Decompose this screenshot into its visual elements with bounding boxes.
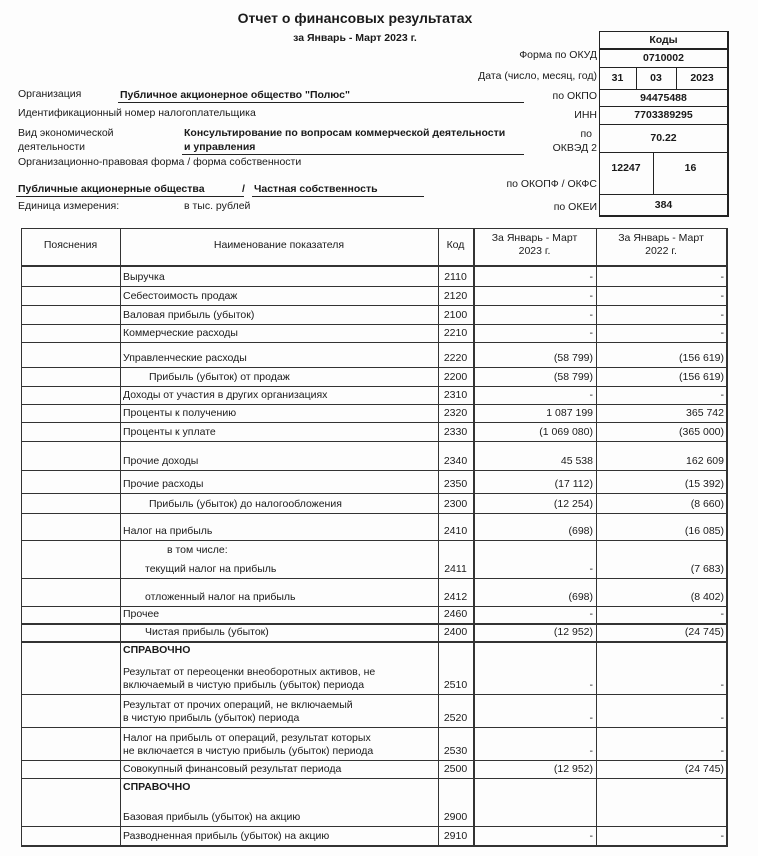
row-value-2022: - <box>720 327 724 339</box>
header-code: Код <box>446 239 465 251</box>
row-name: Валовая прибыль (убыток) <box>123 309 255 321</box>
row-value-2023: - <box>589 389 593 401</box>
row-code: 2350 <box>443 478 468 490</box>
section-title: СПРАВОЧНО <box>123 644 191 656</box>
legal-form-separator: / <box>242 183 245 195</box>
row-code: 2530 <box>443 745 468 757</box>
row-name: Прибыль (убыток) от продаж <box>149 371 290 383</box>
row-divider <box>21 606 728 607</box>
row-name: отложенный налог на прибыль <box>145 591 296 603</box>
legal-form-value: Публичные акционерные общества <box>18 183 205 195</box>
row-value-2023: - <box>589 327 593 339</box>
row-name-line1: Результат от прочих операций, не включаемый <box>123 699 353 711</box>
ownership-form-value: Частная собственность <box>254 183 378 195</box>
row-value-2023: - <box>589 830 593 842</box>
row-name: Совокупный финансовый результат периода <box>123 763 342 775</box>
row-name-line1: Налог на прибыль от операций, результат которых <box>123 732 371 744</box>
activity-label-line1: Вид экономической <box>18 127 114 139</box>
activity-value-line2: и управления <box>184 141 256 153</box>
row-code: 2310 <box>443 389 468 401</box>
row-value-2023: - <box>589 290 593 302</box>
row-value-2023: - <box>589 309 593 321</box>
row-divider <box>21 422 728 423</box>
row-code: 2500 <box>443 763 468 775</box>
row-value-2023: 1 087 199 <box>546 407 593 419</box>
organization-value: Публичное акционерное общество "Полюс" <box>120 89 350 101</box>
organization-underline <box>118 102 524 103</box>
legal-form-label: Организационно-правовая форма / форма собственности <box>18 156 302 168</box>
row-code: 2300 <box>443 498 468 510</box>
row-value-2023: 45 538 <box>560 455 593 467</box>
table-top-border <box>21 228 728 229</box>
row-divider <box>21 623 728 625</box>
row-divider <box>21 727 728 728</box>
row-value-2023: (698) <box>568 591 593 603</box>
row-value-2022: 162 609 <box>686 455 724 467</box>
row-divider <box>21 493 728 494</box>
row-value-2022: (7 683) <box>690 563 724 575</box>
row-name: Чистая прибыль (убыток) <box>145 626 269 638</box>
row-value-2023: (12 952) <box>553 763 593 775</box>
okud-code: 0710002 <box>643 51 684 64</box>
column-divider <box>726 228 728 846</box>
financial-results-table <box>21 228 728 846</box>
ownership-underline <box>252 196 424 197</box>
row-divider <box>21 826 728 827</box>
row-name: Себестоимость продаж <box>123 290 238 302</box>
row-name-line1: Результат от переоценки внеоборотных активов, не <box>123 666 376 678</box>
row-code: 2410 <box>443 525 468 537</box>
row-code: 2412 <box>443 591 468 603</box>
unit-label: Единица измерения: <box>18 200 120 212</box>
row-divider <box>21 367 728 368</box>
row-divider <box>21 470 728 471</box>
row-divider <box>21 641 728 643</box>
row-code: 2910 <box>443 830 468 842</box>
row-divider <box>21 694 728 695</box>
row-value-2022: - <box>720 271 724 283</box>
row-divider <box>21 578 728 579</box>
row-name: Доходы от участия в других организациях <box>123 389 328 401</box>
report-title: Отчет о финансовых результатах <box>237 10 473 26</box>
row-value-2023: (58 799) <box>553 371 593 383</box>
row-name-line2: в чистую прибыль (убыток) периода <box>123 712 300 724</box>
row-divider <box>21 513 728 514</box>
header-col1-line1: За Январь - Март <box>491 232 578 244</box>
activity-underline <box>182 154 524 155</box>
row-name: Прочие расходы <box>123 478 204 490</box>
row-value-2022: - <box>720 608 724 620</box>
row-value-2022: 365 742 <box>686 407 724 419</box>
row-code: 2120 <box>443 290 468 302</box>
row-divider <box>21 386 728 387</box>
row-value-2023: - <box>589 712 593 724</box>
row-name: Управленческие расходы <box>123 352 247 364</box>
row-code: 2340 <box>443 455 468 467</box>
okei-label: по ОКЕИ <box>553 201 597 213</box>
row-name: Коммерческие расходы <box>123 327 238 339</box>
row-value-2022: - <box>720 679 724 691</box>
okved-label-line2: ОКВЭД 2 <box>552 142 597 154</box>
row-code: 2460 <box>443 608 468 620</box>
row-divider <box>21 441 728 442</box>
okpo-label: по ОКПО <box>552 90 597 102</box>
row-divider <box>21 778 728 779</box>
column-divider <box>21 228 22 846</box>
row-value-2023: - <box>589 608 593 620</box>
row-value-2023: (698) <box>568 525 593 537</box>
okud-label: Форма по ОКУД <box>519 49 597 61</box>
row-value-2022: - <box>720 290 724 302</box>
row-divider <box>21 845 728 847</box>
row-name-line2: включаемый в чистую прибыль (убыток) периода <box>123 679 365 691</box>
row-value-2023: - <box>589 745 593 757</box>
row-code: 2510 <box>443 679 468 691</box>
row-value-2023: (58 799) <box>553 352 593 364</box>
row-name-prefix: в том числе: <box>167 544 228 556</box>
header-name: Наименование показателя <box>213 239 345 251</box>
inn-label: Идентификационный номер налогоплательщика <box>18 107 256 119</box>
row-code: 2320 <box>443 407 468 419</box>
header-col1-line2: 2023 г. <box>518 245 551 257</box>
activity-label-line2: деятельности <box>18 141 85 153</box>
row-value-2022: - <box>720 309 724 321</box>
row-divider <box>21 342 728 343</box>
row-value-2022: (365 000) <box>679 426 724 438</box>
row-code: 2210 <box>443 327 468 339</box>
report-period: за Январь - Март 2023 г. <box>293 32 417 44</box>
row-code: 2520 <box>443 712 468 724</box>
header-col2-line2: 2022 г. <box>645 245 677 257</box>
row-name: Проценты к получению <box>123 407 237 419</box>
date-month: 03 <box>650 72 662 84</box>
activity-value-line1: Консультирование по вопросам коммерческой деятельности <box>184 127 506 139</box>
okopf-code: 12247 <box>611 162 641 174</box>
codes-header: Коды <box>649 33 678 46</box>
row-code: 2400 <box>443 626 468 638</box>
row-name: Выручка <box>123 271 165 283</box>
row-value-2022: (24 745) <box>684 626 724 638</box>
row-value-2022: - <box>720 712 724 724</box>
date-day: 31 <box>611 72 624 84</box>
section-title: СПРАВОЧНО <box>123 781 191 793</box>
row-value-2022: - <box>720 389 724 401</box>
row-value-2022: - <box>720 830 724 842</box>
row-value-2023: - <box>589 271 593 283</box>
row-name: Прочие доходы <box>123 455 199 467</box>
row-code: 2900 <box>443 811 468 823</box>
row-name: Базовая прибыль (убыток) на акцию <box>123 811 301 823</box>
row-value-2022: (156 619) <box>679 371 724 383</box>
row-name-line2: не включается в чистую прибыль (убыток) периода <box>123 745 374 757</box>
row-code: 2411 <box>444 563 467 575</box>
okopf-label: по ОКОПФ / ОКФС <box>506 178 597 190</box>
row-name: Проценты к уплате <box>123 426 216 438</box>
row-name: Разводненная прибыль (убыток) на акцию <box>123 830 330 842</box>
row-value-2022: - <box>720 745 724 757</box>
row-value-2022: (156 619) <box>679 352 724 364</box>
row-name: текущий налог на прибыль <box>145 563 277 575</box>
row-divider <box>21 324 728 325</box>
row-divider <box>21 404 728 405</box>
row-code: 2110 <box>444 271 467 283</box>
row-divider <box>21 760 728 761</box>
okei-code: 384 <box>654 198 673 211</box>
unit-value: в тыс. рублей <box>184 200 251 212</box>
row-value-2023: - <box>589 679 593 691</box>
row-name: Прочее <box>123 608 160 620</box>
date-year: 2023 <box>690 72 714 84</box>
codes-box <box>599 31 728 217</box>
okpo-code: 94475488 <box>640 91 687 104</box>
header-notes: Пояснения <box>43 239 98 251</box>
row-value-2023: (12 952) <box>553 626 593 638</box>
row-value-2022: (16 085) <box>684 525 724 537</box>
inn-code-label: ИНН <box>574 109 597 121</box>
row-divider <box>21 540 728 541</box>
row-value-2023: (12 254) <box>553 498 593 510</box>
row-value-2022: (8 402) <box>690 591 724 603</box>
legal-form-underline <box>16 196 244 197</box>
header-col2-line1: За Январь - Март <box>618 232 704 244</box>
row-code: 2220 <box>443 352 468 364</box>
row-value-2022: (8 660) <box>690 498 724 510</box>
row-value-2022: (24 745) <box>684 763 724 775</box>
inn-code: 7703389295 <box>634 109 693 121</box>
okfs-code: 16 <box>684 162 697 174</box>
row-name: Налог на прибыль <box>123 525 213 537</box>
organization-label: Организация <box>18 88 82 100</box>
row-code: 2200 <box>443 371 468 383</box>
row-code: 2100 <box>443 309 468 321</box>
okved-code: 70.22 <box>650 132 677 144</box>
row-divider <box>21 286 728 287</box>
row-code: 2330 <box>443 426 468 438</box>
date-label: Дата (число, месяц, год) <box>478 70 597 82</box>
row-value-2022: (15 392) <box>684 478 724 490</box>
row-value-2023: (17 112) <box>554 478 593 490</box>
row-name: Прибыль (убыток) до налогообложения <box>149 498 342 510</box>
row-divider <box>21 305 728 306</box>
row-value-2023: (1 069 080) <box>539 426 593 438</box>
row-divider <box>21 265 728 267</box>
okved-label-line1: по <box>580 128 592 140</box>
row-value-2023: - <box>589 563 593 575</box>
